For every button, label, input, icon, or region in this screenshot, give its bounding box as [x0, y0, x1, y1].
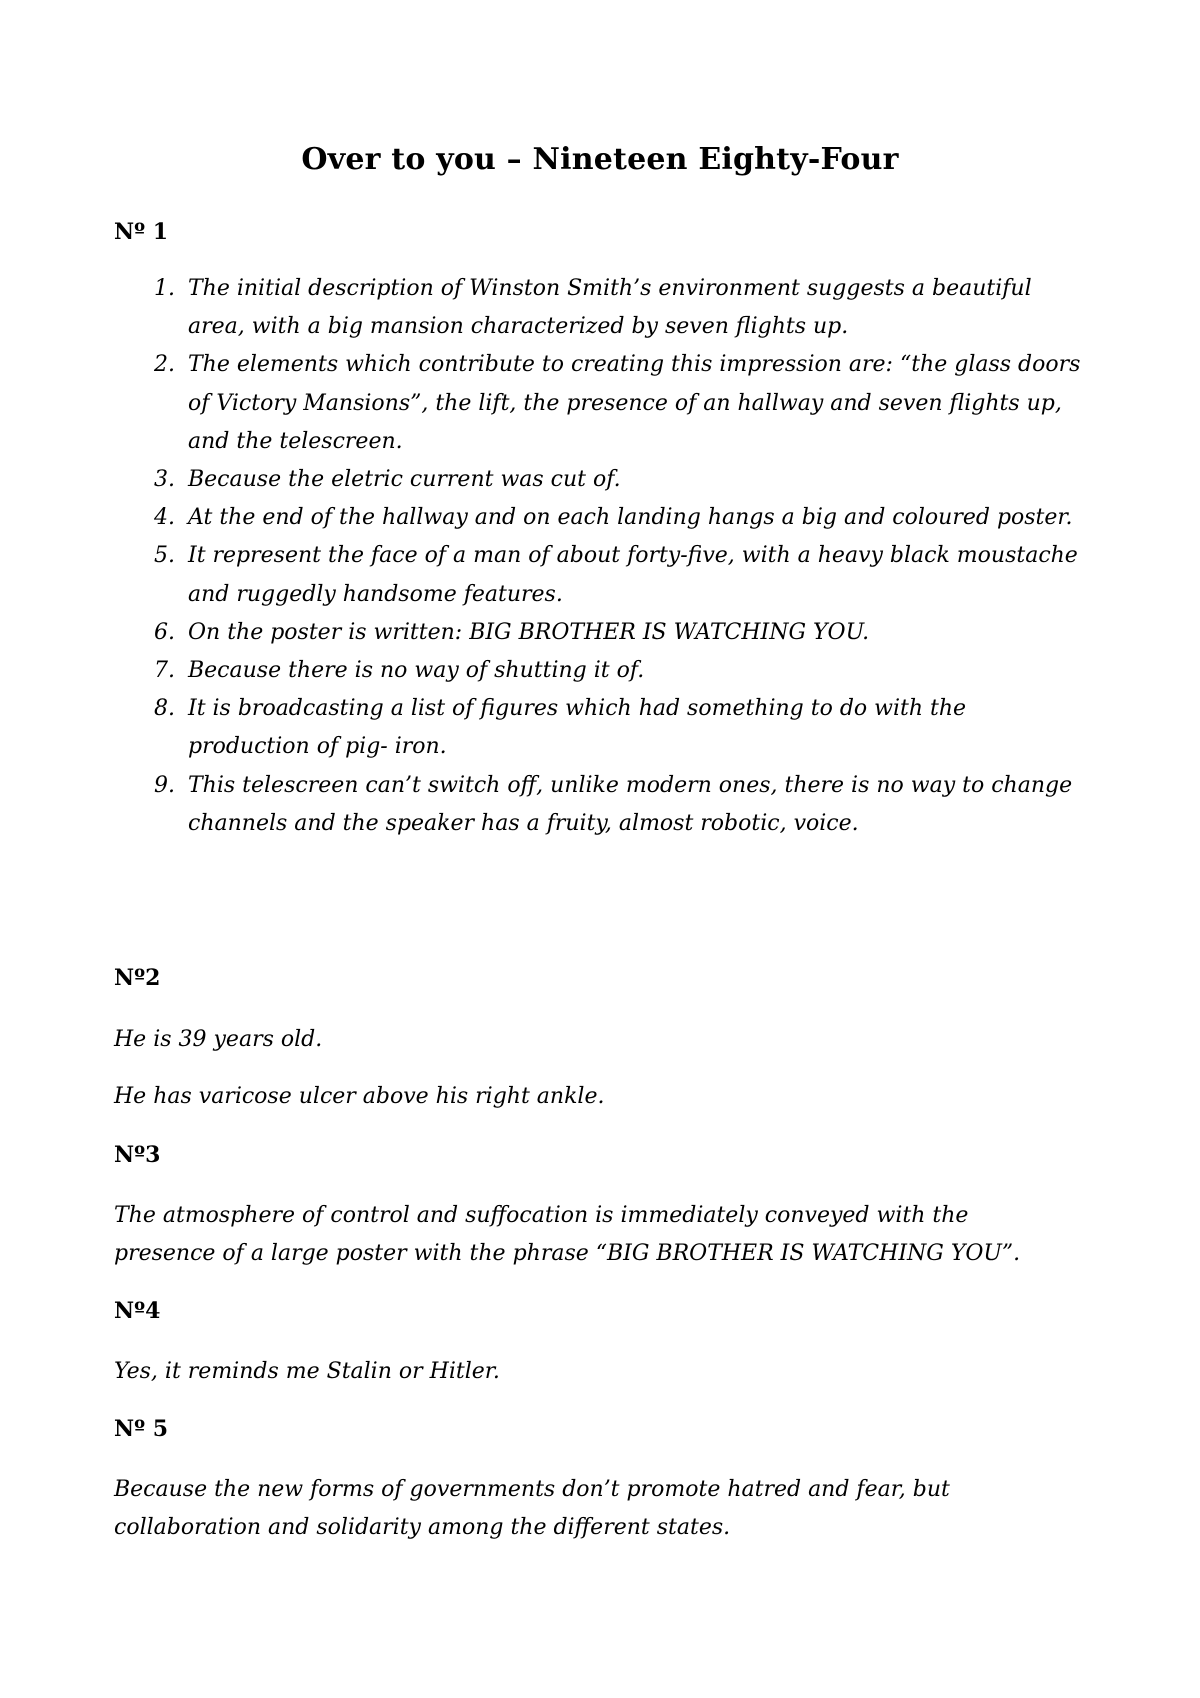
section-1-heading: Nº 1	[114, 219, 169, 245]
list-item-text: This telescreen can’t switch off, unlike modern ones, there is no way to change channels and the speaker has a fruity, almost robotic, voice.	[188, 772, 1073, 836]
list-item-text: On the poster is written: BIG BROTHER IS WATCHING YOU.	[188, 619, 870, 645]
list-item-number: 1.	[154, 276, 175, 301]
section-2-answer-ulcer: He has varicose ulcer above his right ankle.	[114, 1084, 605, 1109]
list-item	[114, 652, 1094, 690]
section-5-heading: Nº 5	[114, 1416, 169, 1442]
list-item-text: The elements which contribute to creating this impression are: “the glass doors of Victory Mansions”, the lift, the presence of an hallway and seven flights up, and the telescreen.	[188, 352, 1081, 454]
list-item-text: Because the eletric current was cut of.	[188, 467, 621, 493]
list-item-number: 2.	[154, 352, 175, 378]
list-item	[114, 461, 1094, 499]
list-item	[114, 614, 1094, 652]
list-item	[114, 499, 1094, 537]
list-item-text: It is broadcasting a list of figures which had something to do with the production of pig- iron.	[188, 696, 967, 760]
page-title: Over to you – Nineteen Eighty-Four	[301, 142, 899, 177]
list-item-text: The initial description of Winston Smith’s environment suggests a beautiful area, with a big mansion characterized by seven flights up.	[188, 276, 1032, 340]
list-item-text: At the end of the hallway and on each landing hangs a big and coloured poster.	[188, 505, 1073, 531]
list-item	[114, 537, 1094, 613]
list-item	[114, 346, 1094, 461]
section-2-answer-age: He is 39 years old.	[114, 1027, 323, 1052]
section-2-heading: Nº2	[114, 965, 161, 991]
section-5-answer: Because the new forms of governments don’t promote hatred and fear, but collaboration and solidarity among the different states.	[114, 1477, 950, 1541]
list-item-number: 4.	[154, 505, 175, 531]
list-item-number: 3.	[154, 467, 175, 493]
list-item-number: 9.	[154, 772, 175, 798]
section-3-answer: The atmosphere of control and suffocation is immediately conveyed with the presence of a large poster with the phrase “BIG BROTHER IS WATCHING YOU”.	[114, 1203, 1021, 1267]
list-item	[114, 767, 1094, 843]
section-3-heading: Nº3	[114, 1142, 161, 1168]
section-1-answer-list	[114, 270, 1094, 843]
list-item-text: Because there is no way of shutting it of.	[188, 658, 645, 684]
list-item-number: 6.	[154, 619, 175, 645]
section-4-answer: Yes, it reminds me Stalin or Hitler.	[114, 1359, 500, 1384]
list-item-text: It represent the face of a man of about forty-five, with a heavy black moustache and ruggedly handsome features.	[188, 543, 1078, 607]
list-item-number: 5.	[154, 543, 175, 569]
list-item	[114, 690, 1094, 766]
section-4-heading: Nº4	[114, 1298, 161, 1324]
list-item-number: 7.	[154, 658, 175, 684]
list-item-number: 8.	[154, 696, 175, 722]
list-item	[114, 270, 1094, 346]
